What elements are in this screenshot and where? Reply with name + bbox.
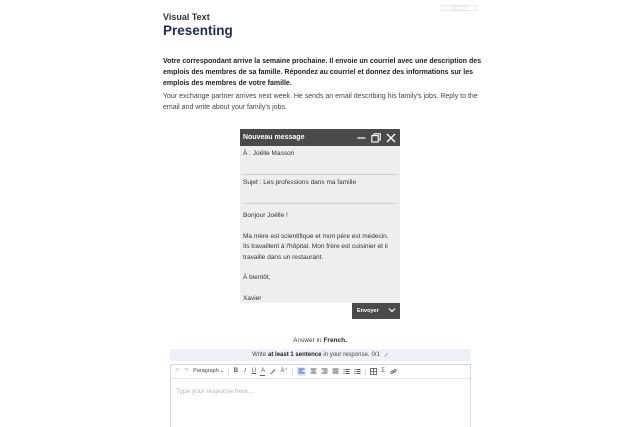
paragraph-style-dropdown[interactable]: Paragraph ⌄ [193,368,225,374]
email-window-controls [357,133,396,143]
numbered-list-icon[interactable] [343,367,350,376]
toolbar-divider [365,368,366,376]
email-body-line: travaille dans un restaurant. [243,253,324,261]
requirement-count: 0/1 [371,352,380,358]
send-button[interactable] [352,303,400,319]
highlight-icon[interactable] [269,367,276,376]
undo-icon[interactable]: ↶ [175,368,181,374]
bold-icon[interactable]: B [233,368,239,374]
align-justify-icon[interactable] [332,367,339,376]
corner-badge: ░░░░░░ [441,5,477,11]
bullet-list-icon[interactable] [354,367,361,376]
email-signature: Xavier [243,294,262,302]
email-to-field: À : Joëlle Masson [243,146,397,175]
paragraph-style-label: Paragraph [193,368,219,374]
email-message [243,204,397,304]
email-header-title: Nouveau message [243,134,305,141]
italic-icon[interactable]: I [243,368,246,374]
close-icon[interactable] [386,133,396,143]
response-requirement-bar [170,349,471,361]
chevron-down-icon [388,307,396,315]
insert-table-icon[interactable] [370,367,377,376]
align-center-icon[interactable] [310,367,317,376]
email-signoff: À bientôt, [243,274,271,281]
page-title: Presenting [163,23,233,38]
toolbar-divider [228,368,229,376]
text-color-icon[interactable]: A [260,367,265,374]
link-icon[interactable] [390,367,397,376]
email-header [240,129,400,146]
font-size-icon[interactable]: A⁺ [280,368,288,374]
redo-icon[interactable]: ↷ [184,368,190,374]
requirement-emphasis: at least 1 sentence [268,352,322,358]
section-eyebrow: Visual Text [163,12,210,22]
email-subject-field: Sujet : Les professions dans ma famille [243,175,397,204]
email-body [240,146,400,303]
response-editor [170,364,471,427]
align-left-icon[interactable] [297,367,306,376]
send-button-label: Envoyer [357,308,379,314]
editor-toolbar [171,365,470,379]
response-input[interactable]: Type your response here... [176,388,254,395]
prompt-english: Your exchange partner arrives next week. He sends an email describing his family's jobs. Reply to the email and write about your family's jobs. [163,93,478,111]
align-right-icon[interactable] [321,367,328,376]
requirement-prefix: Write [252,352,267,358]
restore-window-icon[interactable] [371,133,381,143]
minimize-icon[interactable] [357,133,366,142]
answer-prefix: Answer in [293,337,322,344]
email-greeting: Bonjour Joëlle ! [243,212,288,219]
email-body-line: Ma mère est scientifique et mon père est médecin. [243,232,389,240]
check-icon: ✓ [383,352,389,359]
sigma-icon[interactable]: Σ [381,368,385,374]
email-window [240,129,400,319]
prompt-french: Votre correspondant arrive la semaine prochaine. Il envoie un courriel avec une description des emplois des membres de sa famille. Répondez au courriel et donnez des informations sur les emplois des membres de votre famille. [163,58,482,87]
requirement-suffix: in your response. [323,352,370,358]
answer-language-instruction [0,337,640,344]
toolbar-divider [292,368,293,376]
answer-language: French. [323,337,347,344]
email-body-line: Ils travaillent à l'hôpital. Mon frère est cuisinier et il [243,243,388,250]
underline-icon[interactable]: U [251,368,257,374]
